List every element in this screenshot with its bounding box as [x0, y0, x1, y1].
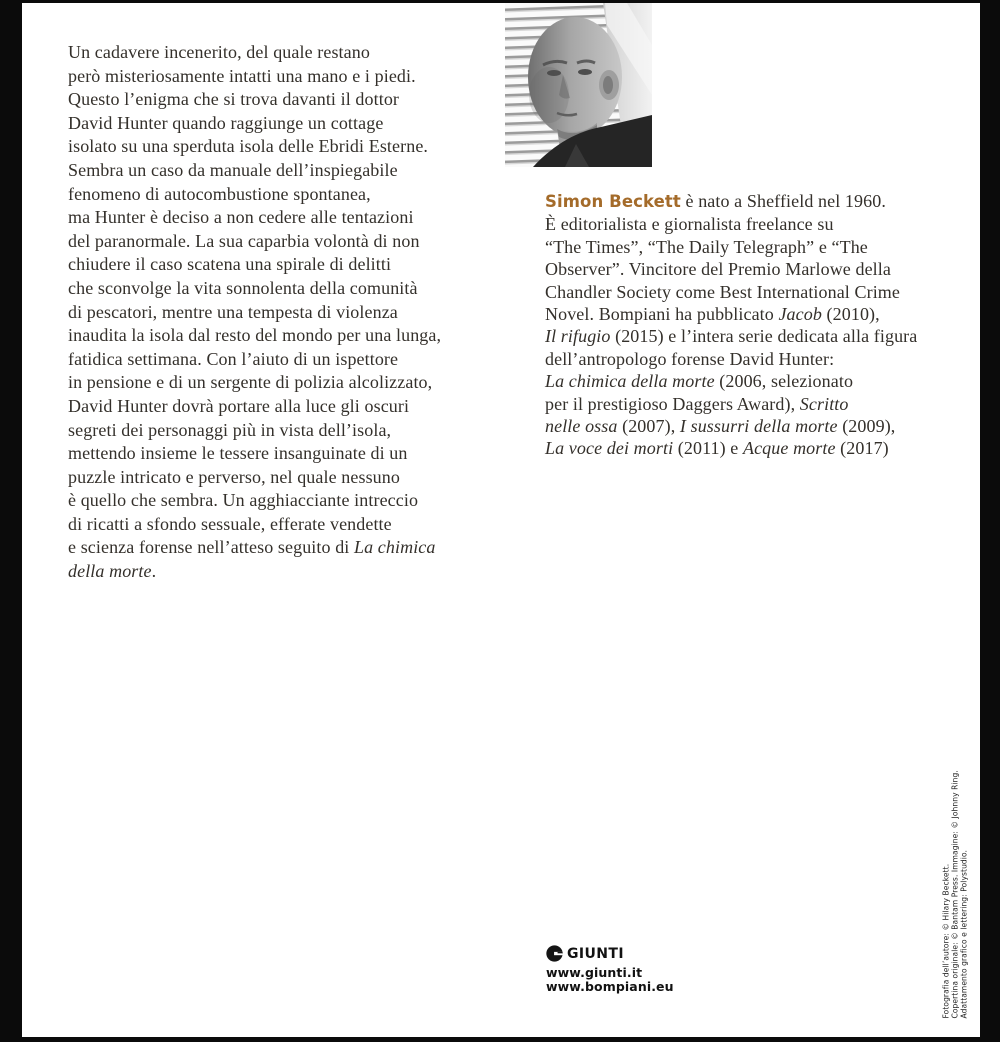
- text-line: inaudita la isola dal resto del mondo per una lunga,: [68, 325, 442, 346]
- text-line: chiudere il caso scatena una spirale di delitti: [68, 254, 392, 275]
- text-line: di ricatti a sfondo sessuale, efferate vendette: [68, 513, 392, 534]
- text-line: È editorialista e giornalista freelance su: [545, 214, 834, 235]
- text-line: del paranormale. La sua caparbia volontà di non: [68, 230, 420, 251]
- text-line: Novel. Bompiani ha pubblicato Jacob (2010),: [545, 304, 880, 325]
- giunti-g-icon: [546, 945, 563, 962]
- jacket-flap-page: [22, 3, 980, 1037]
- text-line: dell’antropologo forense David Hunter:: [545, 348, 835, 369]
- publisher-urls: [546, 966, 674, 993]
- author-bio: [545, 190, 965, 460]
- photo-credits: [942, 749, 969, 1019]
- text-line: è quello che sembra. Un agghiacciante intreccio: [68, 490, 419, 511]
- text-line: Copertina originale: © Bantam Press. Immagine: © Johnny Ring.: [950, 770, 960, 1019]
- text-line: ma Hunter è deciso a non cedere alle tentazioni: [68, 207, 414, 228]
- text-line: mettendo insieme le tessere insanguinate di un: [68, 443, 408, 464]
- text-line: Questo l’enigma che si trova davanti il dottor: [68, 89, 400, 110]
- text-line: La chimica della morte (2006, selezionato: [545, 371, 854, 392]
- text-line: però misteriosamente intatti una mano e i piedi.: [68, 65, 416, 86]
- text-line: per il prestigioso Daggers Award), Scritto: [545, 393, 849, 414]
- text-line: Adattamento grafico e lettering: Polystudio.: [959, 849, 969, 1019]
- text-line: e scienza forense nell’atteso seguito di La chimica: [68, 537, 436, 558]
- text-line: della morte.: [68, 561, 157, 582]
- text-line: Chandler Society come Best International Crime: [545, 281, 901, 302]
- text-line: La voce dei morti (2011) e Acque morte (2017): [545, 438, 889, 459]
- giunti-logo: [546, 945, 624, 962]
- text-line: segreti dei personaggi più in vista dell’isola,: [68, 419, 392, 440]
- synopsis-text: [68, 41, 488, 584]
- text-line: Simon Beckett è nato a Sheffield nel 1960.: [545, 191, 886, 211]
- text-line: Il rifugio (2015) e l’intera serie dedicata alla figura: [545, 326, 918, 347]
- text-line: di pescatori, mentre una tempesta di violenza: [68, 301, 398, 322]
- text-line: Sembra un caso da manuale dell’inspiegabile: [68, 159, 398, 180]
- text-line: fatidica settimana. Con l’aiuto di un ispettore: [68, 348, 399, 369]
- text-line: nelle ossa (2007), I sussurri della morte (2009),: [545, 416, 896, 437]
- text-line: in pensione e di un sergente di polizia alcolizzato,: [68, 372, 433, 393]
- text-line: fenomeno di autocombustione spontanea,: [68, 183, 371, 204]
- publisher-name: GIUNTI: [567, 945, 624, 962]
- text-line: puzzle intricato e perverso, nel quale nessuno: [68, 466, 400, 487]
- publisher-url-giunti: www.giunti.it: [546, 965, 643, 980]
- text-line: Fotografia dell’autore: © Hilary Beckett.: [941, 863, 951, 1019]
- author-photo: [505, 3, 652, 167]
- publisher-url-bompiani: www.bompiani.eu: [546, 978, 674, 994]
- author-portrait-image: [505, 3, 652, 167]
- text-line: David Hunter quando raggiunge un cottage: [68, 112, 384, 133]
- text-line: David Hunter dovrà portare alla luce gli oscuri: [68, 395, 410, 416]
- text-line: “The Times”, “The Daily Telegraph” e “The: [545, 236, 868, 257]
- author-name: Simon Beckett: [545, 192, 681, 211]
- text-line: isolato su una sperduta isola delle Ebridi Esterne.: [68, 136, 429, 157]
- text-line: che sconvolge la vita sonnolenta della comunità: [68, 277, 418, 298]
- text-line: Un cadavere incenerito, del quale restano: [68, 42, 370, 62]
- text-line: Observer”. Vincitore del Premio Marlowe della: [545, 259, 891, 280]
